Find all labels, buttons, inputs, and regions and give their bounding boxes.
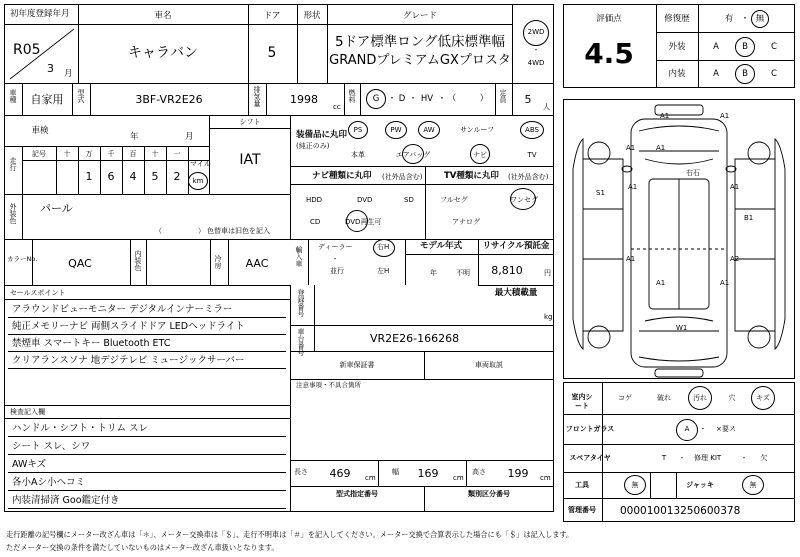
inspector-note-3: AWキズ	[12, 459, 47, 470]
displacement-label: 排気量	[253, 86, 261, 107]
diagram-mark-12: A1	[720, 279, 730, 287]
equipment-label: 装備品に丸印	[296, 130, 348, 140]
import-dot: ・	[331, 255, 339, 263]
color-value: パール	[40, 202, 73, 215]
recycle-unit: 円	[544, 269, 551, 277]
diagram-mark-9: A1	[626, 255, 636, 263]
seat-scratch: キズ	[756, 394, 770, 402]
color-code: QAC	[68, 257, 92, 270]
grade-line-2: GRANDプレミアムGXプロスタ	[329, 53, 511, 68]
diagram-mark-2: A1	[720, 112, 730, 120]
diagram-mark-3: A1	[626, 144, 636, 152]
interior-label: 内装	[668, 69, 686, 79]
seat-burn: コゲ	[618, 394, 632, 402]
chassis-label: 車台番号	[297, 328, 305, 356]
mileage-digit-2: 6	[107, 170, 115, 183]
color-label: 外装色	[9, 203, 17, 224]
fuel-paren-open: （	[447, 94, 457, 104]
equip-tv: TV	[527, 151, 537, 159]
exterior-label: 外装	[668, 42, 686, 52]
equipment-sublabel: (純正のみ)	[296, 142, 330, 150]
manual-label: 車両取説	[475, 361, 503, 369]
navi-dvd-play: DVD再生可	[345, 218, 382, 226]
spare-kit: 修理 KIT	[694, 454, 722, 462]
navi-dvd: DVD	[357, 196, 373, 204]
sales-point-3: 禁煙車 スマートキー Bluetooth ETC	[12, 338, 171, 349]
footer-note-2: ただメーター交換の条件を満たしていないものはメーター改ざん車扱いとなります。	[6, 543, 279, 552]
sales-point-2: 純正メモリーナビ 両側スライドドア LEDヘッドライト	[12, 321, 245, 332]
equip-leather: 本革	[351, 151, 365, 159]
inspection-label: 車検	[31, 126, 49, 136]
mile-label: マイル	[190, 160, 211, 168]
equip-navi: ナビ	[473, 151, 487, 159]
height-value: 199	[507, 467, 529, 480]
fuel-paren-close: ）	[479, 94, 489, 104]
kg-unit: kg	[544, 313, 553, 321]
jack-value: 無	[749, 481, 757, 489]
mileage-header-juu: 十	[151, 150, 159, 158]
import-left-h: 左H	[377, 267, 390, 275]
length-unit: cm	[365, 474, 376, 482]
fuel-hv: HV	[420, 94, 434, 104]
model-year-label: モデル年式	[419, 241, 463, 251]
sales-point-4: クリアランスソナ 地デジテレビ ミュージックサーバー	[12, 355, 245, 366]
spare-dot-2: ・	[740, 454, 748, 462]
diagram-mark-4: A1	[656, 144, 666, 152]
mileage-digit-5: 2	[173, 170, 181, 183]
equip-airbag: エアバッグ	[395, 151, 431, 159]
navi-sub: (社外品含む)	[382, 173, 423, 181]
mileage-header-hyaku: 百	[129, 150, 137, 158]
interior-c: C	[771, 69, 777, 79]
fuel-d: D	[398, 94, 406, 104]
drive-dot: ・	[532, 46, 540, 54]
max-load-label: 最大積載量	[494, 288, 538, 298]
repair-yes: 有	[724, 14, 734, 24]
seat-stain: 汚れ	[693, 394, 707, 402]
windshield-a: A	[684, 425, 690, 433]
equip-sunroof: サンルーフ	[459, 126, 495, 134]
spare-label: スペアタイヤ	[569, 454, 611, 462]
fuel-dot-3: ・	[437, 94, 447, 104]
import-dealer: ディーラー	[318, 243, 353, 251]
seat-hole: 穴	[728, 394, 736, 402]
inspector-note-2: シート スレ、シワ	[12, 441, 91, 452]
seat-tear: 破れ	[657, 394, 671, 402]
mileage-digit-1: 1	[85, 170, 93, 183]
height-label: 高さ	[472, 468, 486, 476]
shift-value: IAT	[239, 152, 261, 168]
spare-dot-1: ・	[678, 454, 686, 462]
recycle-label: リサイクル預託金	[482, 241, 550, 251]
seat-label: 室内シート	[571, 393, 593, 411]
category-label: 類別区分番号	[468, 490, 510, 498]
diagram-mark-11: A1	[656, 279, 666, 287]
sales-point-1: アラウンドビューモニター デジタルインナーミラー	[12, 304, 233, 315]
exterior-b: B	[742, 42, 748, 52]
diagram-extra: 右石	[686, 169, 700, 177]
mileage-header-sen: 千	[107, 150, 115, 158]
capacity-value: 5	[524, 93, 532, 106]
equip-pw: PW	[390, 126, 402, 134]
ac-label: 冷房	[214, 255, 222, 269]
repair-dot: ・	[740, 14, 750, 24]
tool-value: 無	[631, 481, 639, 489]
interior-b: B	[742, 69, 748, 79]
interior-a: A	[713, 69, 719, 79]
car-name: キャラバン	[128, 45, 198, 61]
mileage-header-10man: 十	[63, 150, 71, 158]
inspector-note-1: ハンドル・シフト・トリム スレ	[12, 423, 149, 434]
equip-aw: AW	[423, 126, 435, 134]
diagram-mark-8: B1	[744, 214, 754, 222]
length-value: 469	[329, 467, 351, 480]
score-label: 評価点	[596, 14, 622, 24]
fuel-dot-1: ・	[387, 94, 397, 104]
grade-label: グレード	[402, 11, 438, 21]
mileage-digit-3: 4	[129, 170, 137, 183]
ac-value: AAC	[245, 257, 269, 270]
diagram-mark-6: A1	[628, 183, 638, 191]
exterior-c: C	[771, 42, 777, 52]
model-label: 型式	[77, 89, 85, 103]
navi-cd: CD	[310, 218, 321, 226]
drive-4wd: 4WD	[527, 59, 545, 67]
spare-t: T	[661, 454, 667, 462]
windshield-label: フロントガラス	[565, 425, 615, 433]
import-label: 輸入車	[295, 246, 303, 267]
inspector-note-5: 内装清掃済 Goo鑑定付き	[12, 495, 120, 506]
color-note: 色替車は旧色を記入	[207, 227, 270, 235]
door-label: ドア	[263, 11, 281, 21]
equip-ps: PS	[353, 126, 363, 134]
model-year-unknown: 不明	[456, 269, 470, 277]
chassis-value: VR2E26-166268	[370, 332, 460, 345]
vehicle-damage-diagram	[563, 99, 795, 379]
month-value: 3	[47, 62, 54, 75]
diagram-mark-13: W1	[676, 324, 688, 332]
color-paren-close: ）	[198, 227, 205, 235]
length-label: 長さ	[294, 468, 308, 476]
windshield-replace: ×要ス	[716, 425, 736, 433]
tv-oneseg: ワンセグ	[510, 196, 538, 204]
score-value: 4.5	[584, 37, 634, 70]
era-year: R05	[13, 42, 41, 58]
color-paren-open: （	[155, 227, 162, 235]
mileage-header-ichi: 一	[173, 150, 181, 158]
inspection-month-unit: 月	[185, 132, 194, 142]
fuel-label: 燃料	[348, 89, 356, 103]
tv-fullseg: フルセグ	[440, 196, 468, 204]
sales-points-label: セールスポイント	[10, 289, 66, 297]
windshield-dot: ・	[699, 425, 707, 433]
month-unit: 月	[64, 69, 73, 79]
navi-header: ナビ種類に丸印	[312, 171, 372, 181]
inspector-label: 検査記入欄	[10, 408, 45, 416]
car-name-label: 車名	[154, 11, 172, 21]
mgmt-label: 管理番号	[568, 506, 596, 514]
tv-header: TV種類に丸印	[444, 171, 499, 181]
import-parallel: 並行	[330, 267, 344, 275]
diagram-mark-7: A1	[730, 183, 740, 191]
navi-hdd: HDD	[306, 196, 323, 204]
exterior-a: A	[713, 42, 719, 52]
cc-unit: cc	[333, 103, 341, 111]
mileage-header-man: 万	[85, 150, 93, 158]
warranty-label: 新車保証書	[339, 361, 375, 369]
km-label: km	[192, 177, 204, 185]
door-count: 5	[267, 45, 277, 61]
first-reg-label: 初年度登録年月	[10, 9, 70, 19]
fuel-dot-2: ・	[408, 94, 418, 104]
height-unit: cm	[540, 474, 551, 482]
vehicle-type-label: 車種	[9, 89, 17, 103]
mileage-digit-4: 5	[151, 170, 159, 183]
displacement-value: 1998	[290, 93, 318, 106]
grade-line-1: 5ドア標準ロング低床標準幅	[335, 34, 505, 50]
tv-analog: アナログ	[452, 218, 480, 226]
mgmt-value: 000010013250600378	[620, 505, 741, 517]
capacity-unit: 人	[543, 103, 550, 111]
inspector-note-4: 各小Aシ小ヘコミ	[12, 477, 85, 488]
type-designation-label: 型式指定番号	[336, 490, 378, 498]
equip-abs: ABS	[525, 126, 539, 134]
tv-sub: (社外品含む)	[508, 173, 549, 181]
import-right-h: 右H	[377, 243, 390, 251]
diagram-mark-10: A2	[730, 255, 740, 263]
diagram-mark-5: S1	[596, 189, 605, 197]
inspection-year-unit: 年	[130, 132, 139, 142]
width-unit: cm	[453, 474, 464, 482]
shape-label: 形状	[303, 11, 321, 21]
repair-none: 無	[755, 14, 765, 24]
spare-missing: 欠	[760, 454, 768, 462]
notes-label: 注意事項・不具合箇所	[296, 381, 361, 389]
footer-note-1: 走行距離の記号欄にメーター改ざん車は「＊」、メーター交換車は「＄」、走行不明車は「＃」を記入してください。メーター交換で合算表示した場合にも「＄」は記入します。	[6, 530, 574, 539]
tool-label: 工具	[575, 481, 589, 489]
mileage-label: 走行	[9, 157, 17, 171]
shift-label: シフト	[239, 118, 261, 126]
recycle-value: 8,810	[491, 264, 523, 277]
fuel-g: G	[372, 94, 380, 104]
width-value: 169	[417, 467, 439, 480]
interior-color-label: 内装色	[134, 250, 142, 271]
drive-2wd: 2WD	[527, 28, 545, 36]
navi-sd: SD	[404, 196, 414, 204]
model-year-unit: 年	[430, 269, 437, 277]
repair-label: 修復歴	[664, 14, 690, 24]
width-label: 幅	[392, 468, 399, 476]
color-code-label: カラーNo.	[7, 255, 38, 263]
jack-label: ジャッキ	[686, 481, 714, 489]
reg-number-label: 登録番号	[297, 289, 305, 317]
usage-value: 自家用	[30, 93, 64, 106]
model-value: 3BF-VR2E26	[135, 93, 203, 106]
diagram-mark-1: A1	[660, 112, 670, 120]
mileage-header-sign: 記号	[32, 150, 46, 158]
capacity-label: 定員	[499, 89, 507, 103]
